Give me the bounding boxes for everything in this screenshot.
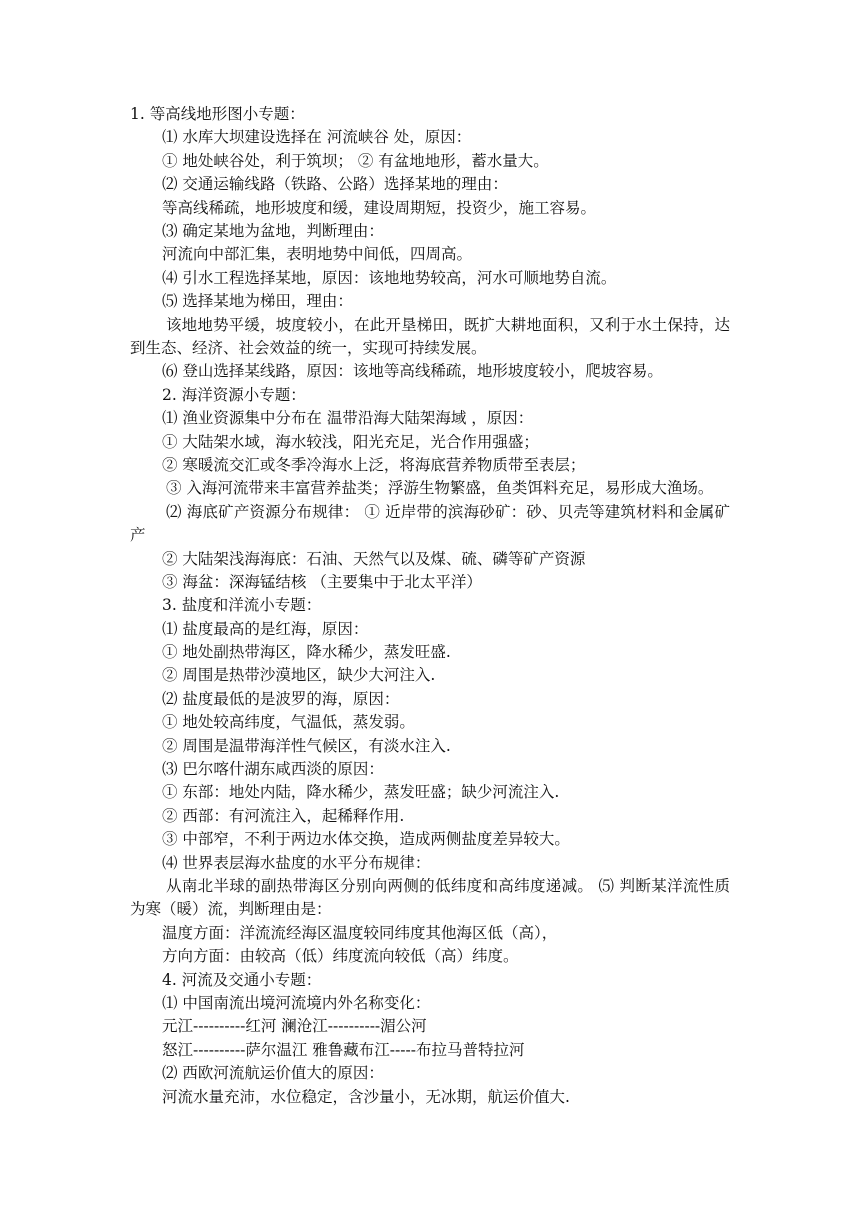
- text-line: ① 地处副热带海区，降水稀少，蒸发旺盛.: [162, 643, 451, 662]
- text-line: 元江----------红河 澜沧江----------湄公河: [162, 1017, 427, 1036]
- text-line: ⑷ 世界表层海水盐度的水平分布规律：: [162, 853, 431, 872]
- text-paragraph: ③ 入海河流带来丰富营养盐类；浮游生物繁盛，鱼类饵料充足，易形成大渔场。: [166, 479, 714, 498]
- text-line: ② 大陆架浅海海底：石油、天然气以及煤、硫、磷等矿产资源: [162, 549, 586, 568]
- section-heading-rivers: 4. 河流及交通小专题：: [162, 970, 322, 989]
- text-paragraph: ⑵ 海底矿产资源分布规律： ① 近岸带的滨海砂矿：砂、贝壳等建筑材料和金属矿产: [130, 502, 730, 545]
- text-line: ① 地处峡谷处，利于筑坝； ② 有盆地地形，蓄水量大。: [162, 151, 549, 170]
- text-line: ⑶ 巴尔喀什湖东咸西淡的原因：: [162, 760, 384, 779]
- text-line: 怒江----------萨尔温江 雅鲁藏布江-----布拉马普特拉河: [162, 1040, 525, 1059]
- section-heading-salinity: 3. 盐度和洋流小专题：: [162, 596, 322, 615]
- text-line: 河流向中部汇集，表明地势中间低，四周高。: [162, 245, 473, 264]
- text-line: ② 西部：有河流注入，起稀释作用.: [162, 806, 405, 825]
- text-line: ⑹ 登山选择某线路，原因：该地等高线稀疏，地形坡度较小，爬坡容易。: [162, 362, 663, 381]
- text-line: ② 周围是热带沙漠地区，缺少大河注入.: [162, 666, 436, 685]
- text-line: ⑵ 盐度最低的是波罗的海，原因：: [162, 689, 400, 708]
- text-line: 等高线稀疏，地形坡度和缓，建设周期短，投资少，施工容易。: [162, 198, 597, 217]
- section-heading-ocean: 2. 海洋资源小专题：: [162, 385, 306, 404]
- document-body: [130, 103, 730, 1109]
- text-line: ② 周围是温带海洋性气候区，有淡水注入.: [162, 736, 451, 755]
- text-line: ⑶ 确定某地为盆地，判断理由：: [162, 221, 384, 240]
- text-paragraph: 该地地势平缓，坡度较小，在此开垦梯田，既扩大耕地面积，又利于水土保持，达到生态、经济、社会效益的统一，实现可持续发展。: [130, 315, 730, 357]
- text-line: ① 大陆架水域，海水较浅，阳光充足，光合作用强盛；: [162, 432, 539, 451]
- text-line: ⑵ 西欧河流航运价值大的原因：: [162, 1064, 384, 1083]
- text-line: ② 寒暖流交汇或冬季冷海水上泛，将海底营养物质带至表层；: [162, 455, 586, 474]
- text-line: ⑴ 渔业资源集中分布在 温带沿海大陆架海域 ，原因：: [162, 409, 534, 428]
- text-line: ⑴ 盐度最高的是红海，原因：: [162, 619, 369, 638]
- text-line: 温度方面：洋流流经海区温度较同纬度其他海区低（高），: [162, 923, 558, 942]
- text-line: 河流水量充沛，水位稳定，含沙量小，无冰期，航运价值大.: [162, 1087, 570, 1106]
- text-paragraph: 从南北半球的副热带海区分别向两侧的低纬度和高纬度递减。 ⑸ 判断某洋流性质为寒（暖）流，判断理由是：: [130, 876, 730, 919]
- text-line: ⑴ 水库大坝建设选择在 河流峡谷 处，原因：: [162, 128, 472, 147]
- text-line: ③ 海盆：深海锰结核 （主要集中于北太平洋）: [162, 572, 482, 591]
- text-line: ⑸ 选择某地为梯田，理由：: [162, 292, 353, 311]
- section-heading-contour: 1. 等高线地形图小专题：: [130, 105, 305, 123]
- text-line: ③ 中部窄，不利于两边水体交换，造成两侧盐度差异较大。: [162, 830, 570, 849]
- text-line: ① 东部：地处内陆，降水稀少，蒸发旺盛；缺少河流注入.: [162, 783, 560, 802]
- text-line: ⑷ 引水工程选择某地，原因：该地地势较高，河水可顺地势自流。: [162, 268, 617, 287]
- text-line: ⑴ 中国南流出境河流境内外名称变化：: [162, 993, 431, 1012]
- text-line: ⑵ 交通运输线路（铁路、公路）选择某地的理由：: [162, 175, 508, 194]
- text-line: 方向方面：由较高（低）纬度流向较低（高）纬度。: [162, 947, 519, 966]
- text-line: ① 地处较高纬度，气温低，蒸发弱。: [162, 713, 415, 732]
